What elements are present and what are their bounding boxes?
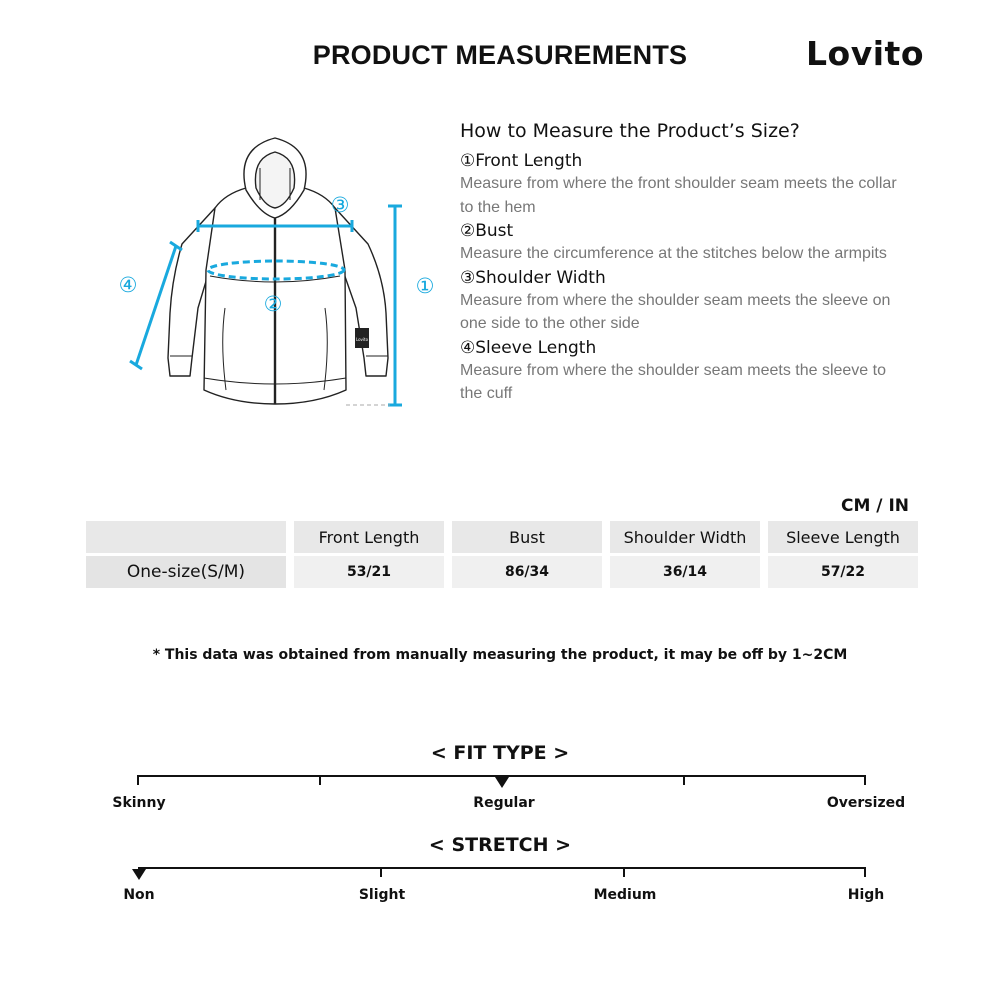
table-header-cell: Sleeve Length (768, 521, 918, 553)
size-label-cell: One-size(S/M) (86, 556, 286, 588)
hoodie-measurement-illustration (100, 128, 450, 418)
size-table (86, 521, 918, 588)
fit-type-selected-marker (495, 777, 509, 788)
table-header-cell (86, 521, 286, 553)
table-cell: 57/22 (768, 556, 918, 588)
shoulder-width-title: ③Shoulder Width (460, 267, 606, 288)
marker-front-length: ① (415, 274, 435, 298)
how-to-measure-title: How to Measure the Product’s Size? (460, 120, 800, 142)
stretch-tick (623, 867, 625, 877)
stretch-tick (864, 867, 866, 877)
stretch-label-medium: Medium (593, 887, 657, 903)
stretch-label-slight: Slight (358, 887, 406, 903)
stretch-label-non: Non (123, 887, 155, 903)
garment-tag-text: Lovito (355, 337, 369, 342)
brand-logo: Lovito (806, 34, 924, 73)
stretch-tick (380, 867, 382, 877)
measurement-note: * This data was obtained from manually measuring the product, it may be off by 1~2CM (152, 647, 848, 663)
sleeve-length-desc: Measure from where the shoulder seam meets the sleeve to the cuff (460, 361, 886, 402)
unit-label: CM / IN (841, 496, 909, 516)
table-cell: 53/21 (294, 556, 444, 588)
table-header-cell: Bust (452, 521, 602, 553)
fit-type-label-skinny: Skinny (112, 795, 166, 811)
fit-type-tick (137, 775, 139, 785)
fit-type-tick (864, 775, 866, 785)
front-length-title: ①Front Length (460, 151, 583, 171)
marker-bust: ② (263, 292, 283, 316)
stretch-selected-marker (132, 869, 146, 880)
fit-type-tick (319, 775, 321, 785)
table-header-cell: Shoulder Width (610, 521, 760, 553)
sleeve-length-title: ④Sleeve Length (460, 337, 597, 358)
marker-sleeve-length: ④ (118, 273, 138, 297)
bust-desc: Measure the circumference at the stitches below the armpits (460, 245, 887, 262)
fit-type-title: < FIT TYPE > (430, 742, 570, 764)
stretch-scale-line (138, 867, 866, 869)
page-title: PRODUCT MEASUREMENTS (312, 40, 688, 70)
table-header-row (86, 521, 918, 553)
shoulder-width-desc: Measure from where the shoulder seam meets the sleeve on one side to the other side (460, 291, 891, 332)
table-cell: 86/34 (452, 556, 602, 588)
table-header-cell: Front Length (294, 521, 444, 553)
table-row (86, 556, 918, 588)
fit-type-label-oversized: Oversized (826, 795, 906, 811)
stretch-title: < STRETCH > (428, 834, 572, 856)
fit-type-tick (683, 775, 685, 785)
how-to-measure-section (460, 120, 910, 407)
stretch-label-high: High (847, 887, 885, 903)
bust-title: ②Bust (460, 221, 514, 241)
front-length-desc: Measure from where the front shoulder seam meets the collar to the hem (460, 175, 897, 216)
fit-type-label-regular: Regular (473, 795, 535, 811)
marker-shoulder-width: ③ (330, 193, 350, 217)
table-cell: 36/14 (610, 556, 760, 588)
